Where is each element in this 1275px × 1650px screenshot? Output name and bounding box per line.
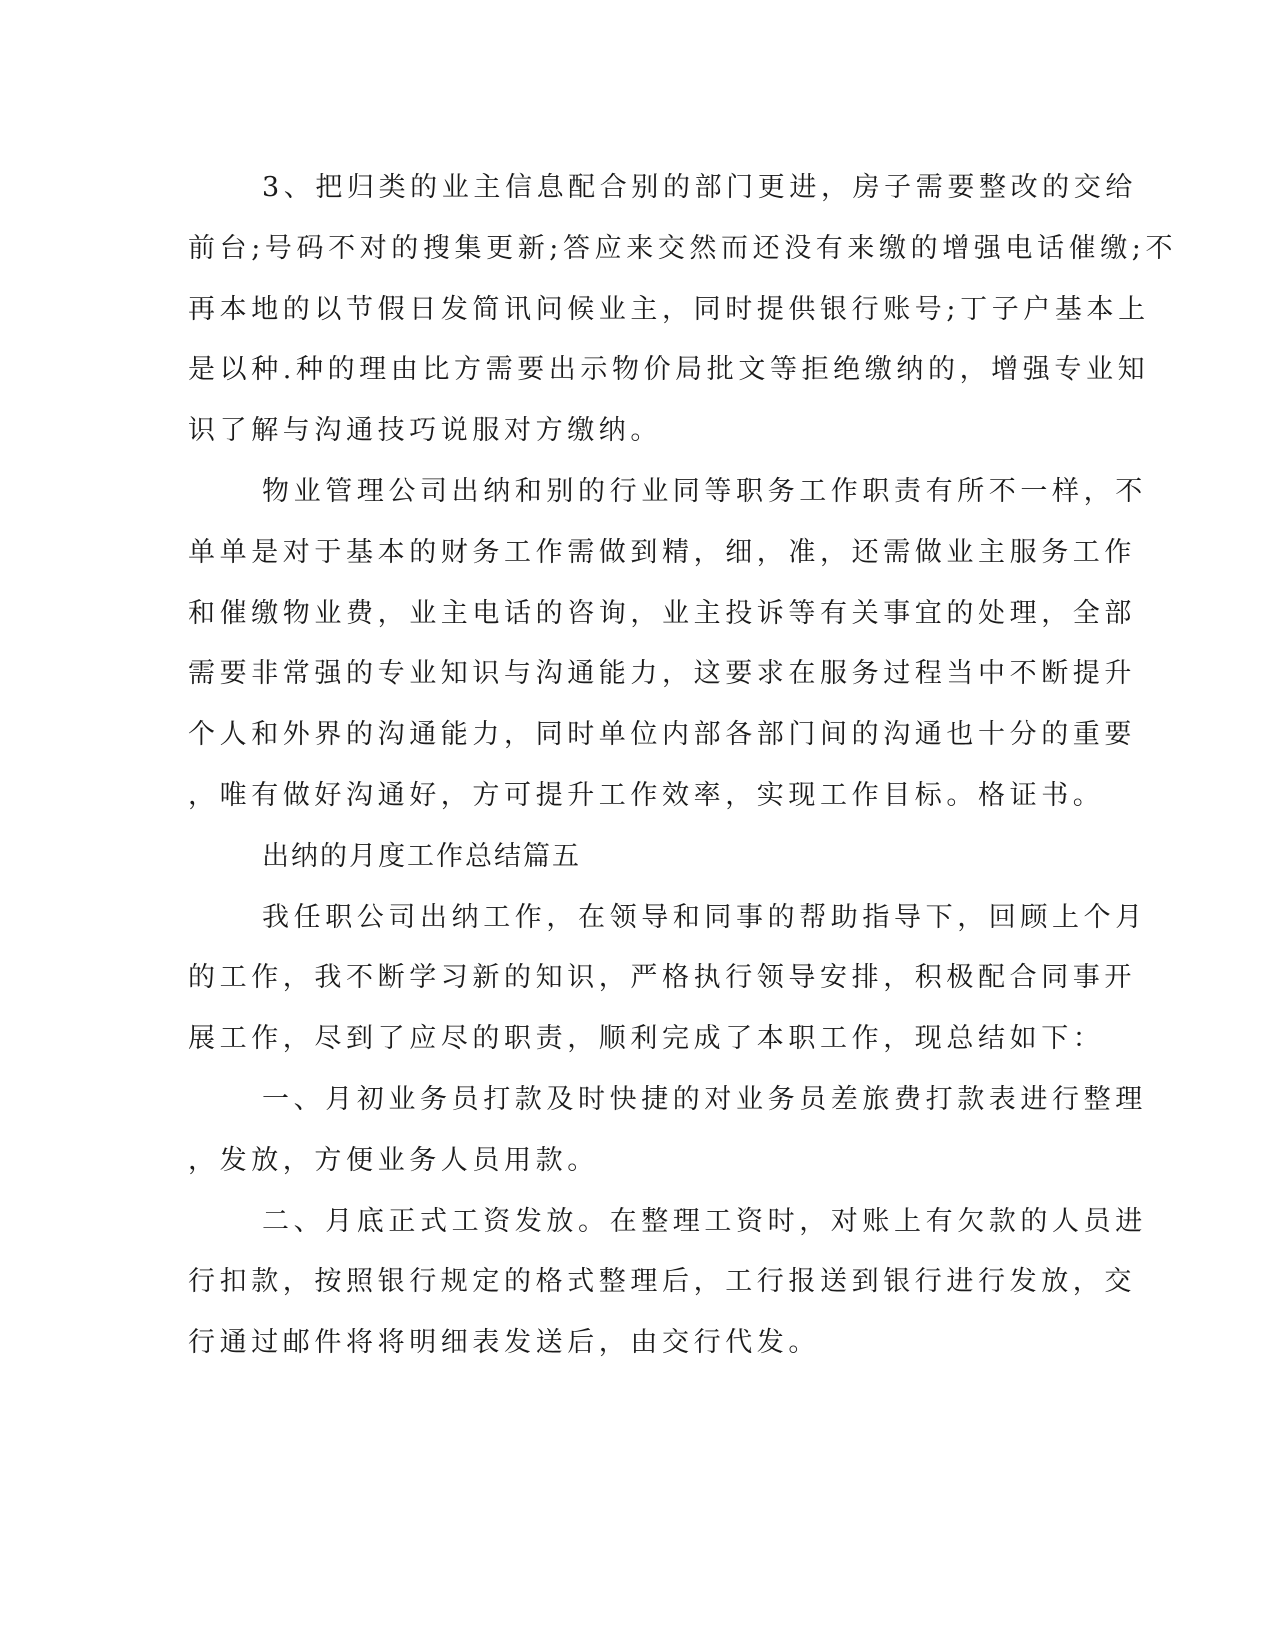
- text-line: 是以种.种的理由比方需要出示物价局批文等拒绝缴纳的，增强专业知: [188, 354, 1150, 386]
- section-heading: [188, 827, 1088, 888]
- text-line: 再本地的以节假日发简讯问候业主，同时提供银行账号;丁子户基本上: [188, 293, 1150, 325]
- paragraph: [188, 158, 1178, 462]
- text-line: 识了解与沟通技巧说服对方缴纳。: [188, 415, 662, 447]
- text-line: 的工作，我不断学习新的知识，严格执行领导安排，积极配合同事开: [188, 962, 1136, 994]
- text-line: 和催缴物业费，业主电话的咨询，业主投诉等有关事宜的处理，全部: [188, 597, 1136, 629]
- text-line: 需要非常强的专业知识与沟通能力，这要求在服务过程当中不断提升: [188, 658, 1136, 690]
- heading-text: 出纳的月度工作总结篇五: [262, 840, 581, 872]
- text-line: 单单是对于基本的财务工作需做到精，细，准，还需做业主服务工作: [188, 536, 1136, 568]
- document-body: [188, 158, 1178, 1374]
- paragraph: [188, 1192, 1147, 1374]
- text-line: 个人和外界的沟通能力，同时单位内部各部门间的沟通也十分的重要: [188, 719, 1136, 751]
- text-line: 物业管理公司出纳和别的行业同等职务工作职责有所不一样，不: [262, 475, 1147, 507]
- text-line: 前台;号码不对的搜集更新;答应来交然而还没有来缴的增强电话催缴;不: [188, 232, 1178, 264]
- text-line: 二、月底正式工资发放。在整理工资时，对账上有欠款的人员进: [262, 1205, 1147, 1237]
- text-line: ，唯有做好沟通好，方可提升工作效率，实现工作目标。格证书。: [188, 779, 1105, 811]
- paragraph: [188, 1070, 1147, 1192]
- text-line: 我任职公司出纳工作，在领导和同事的帮助指导下，回顾上个月: [262, 901, 1147, 933]
- paragraph: [188, 462, 1147, 827]
- paragraph: [188, 888, 1147, 1070]
- text-line: 3、把归类的业主信息配合别的部门更进，房子需要整改的交给: [262, 172, 1137, 203]
- text-line: 行通过邮件将将明细表发送后，由交行代发。: [188, 1327, 820, 1359]
- text-line: 展工作，尽到了应尽的职责，顺利完成了本职工作，现总结如下：: [188, 1023, 1105, 1055]
- text-line: 行扣款，按照银行规定的格式整理后，工行报送到银行进行发放，交: [188, 1266, 1136, 1298]
- text-line: ，发放，方便业务人员用款。: [188, 1144, 599, 1176]
- text-line: 一、月初业务员打款及时快捷的对业务员差旅费打款表进行整理: [262, 1083, 1147, 1115]
